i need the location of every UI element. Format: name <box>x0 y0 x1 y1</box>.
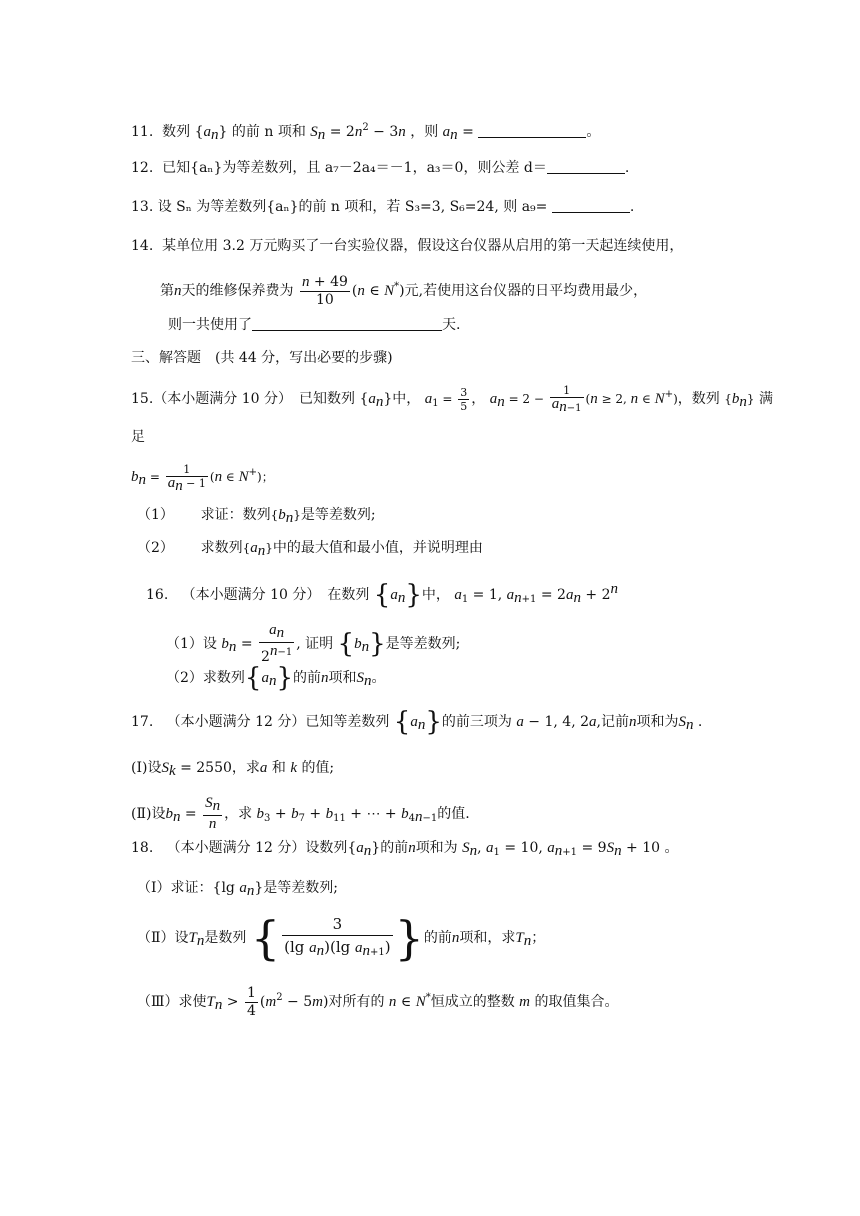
question-14-line1: 14. 某单位用 3.2 万元购买了一台实验仪器，假设这台仪器从启用的第一天起连续使用， <box>131 238 684 254</box>
answer-blank[interactable] <box>552 198 630 213</box>
math-sn-formula: $S_n = 2n^2 - 3n$ <box>310 122 406 143</box>
math-bn-def: $b_n$ = $\frac{S_n}{n}$ <box>165 795 221 832</box>
math-seq-an: $\{a_n\}$ <box>347 840 381 859</box>
math-lg-an: {lg $a_n$} <box>212 880 264 899</box>
question-17: 17. （本小题满分 12 分）已知等差数列 $\{a_n\}$的前三项为 a − 1, 4, 2a,记前n项和为$S_n$ . <box>131 707 703 737</box>
question-18-part3: （Ⅲ）求使$T_n$ > $\frac{1}{4}$ $(m^2 - 5m)$对所有的 n ∈ N*恒成立的整数 m 的取值集合。 <box>137 984 619 1019</box>
math-seq-fraction: { $\frac{3}{(\lg a_n)(\lg a_{n+1})}$ } <box>250 911 424 965</box>
question-18-part1: （Ⅰ）求证：{lg $a_n$}是等差数列; <box>137 880 338 899</box>
math-seq-an: $\{a_n\}$ <box>244 663 294 693</box>
question-16-part1: （1）设 $b_n$ = $\frac{a_n}{2^{n-1}}$ , 证明 $\{b_n\}$是等差数列; <box>166 622 461 665</box>
question-14-line2: 第n天的维修保养费为 $\frac{n + 49}{10}$ (n ∈ N*)元,若使用这台仪器的日平均费用最少， <box>160 273 648 308</box>
math-domain: n ∈ N* <box>388 992 431 1010</box>
math-fraction: $\frac{n + 49}{10}$ <box>301 273 348 308</box>
question-13: 13. 设 Sₙ 为等差数列{aₙ}的前 n 项和，若 S₃=3, S₆=24, 则 a₉= . <box>131 199 635 215</box>
answer-blank[interactable] <box>478 123 586 138</box>
math-domain: (n ∈ N*) <box>351 281 405 299</box>
math-a1: $a_1$ = $\frac{3}{5}$ <box>424 386 468 413</box>
question-17-part1: (Ⅰ)设$S_k = 2550$，求a 和 k 的值; <box>131 760 335 779</box>
math-bn-def: $b_n$ = $\frac{a_n}{2^{n-1}}$ <box>221 622 293 665</box>
math-bn-def: $b_n$ = $\frac{1}{a_n - 1}$ (n ∈ N+)； <box>131 462 274 494</box>
answer-blank[interactable] <box>547 159 625 174</box>
question-17-part2: (Ⅱ)设$b_n$ = $\frac{S_n}{n}$ ，求 $b_3 + b_7 + b_{11}$ + ⋯ + $b_{4n-1}$的值. <box>131 795 470 832</box>
math-seq-an: $\{a_n\}$ <box>359 391 393 410</box>
math-an: $a_n$ = <box>442 124 474 143</box>
question-15-cont: 足 <box>131 429 145 445</box>
question-15-part2: （2） 求数列$\{a_n\}$中的最大值和最小值，并说明理由 <box>137 540 483 559</box>
math-seq-bn: $\{b_n\}$ <box>724 391 755 410</box>
question-12: 12. 已知{aₙ}为等差数列，且 a₇－2a₄＝－1，a₃＝0，则公差 d＝ . <box>131 160 630 176</box>
math-seq-an: $\{a_n\}$ <box>373 580 422 610</box>
math-inequality: $T_n$ > $\frac{1}{4}$ $(m^2 - 5m)$ <box>206 984 329 1019</box>
math-sk: $S_k = 2550$ <box>161 760 232 779</box>
question-16: 16. （本小题满分 10 分） 在数列 $\{a_n\}$中， $a_1 = 1$, $a_{n+1} = 2a_n + 2^n$ <box>146 580 619 610</box>
math-terms: a − 1, 4, 2a, <box>516 714 601 730</box>
math-seq-an: $\{a_n\}$ <box>194 124 228 143</box>
section-title: 三、解答题 (共 44 分，写出必要的步骤) <box>131 350 393 366</box>
question-18-part2: （Ⅱ）设$T_n$是数列 { $\frac{3}{(\lg a_n)(\lg a_{n+1})}$ }的前n项和，求$T_n$； <box>137 911 546 965</box>
math-seq-bn: $\{b_n\}$ <box>270 507 301 526</box>
answer-blank[interactable] <box>252 316 442 331</box>
math-seq-an: $\{a_n\}$ <box>393 707 442 737</box>
question-11: 11. 数列 $\{a_n\}$ 的前 n 项和 $S_n = 2n^2 - 3n$ ，则 $a_n$ = 。 <box>131 122 601 143</box>
math-recurrence: $a_1 = 1$, $a_{n+1} = 2a_n + 2^n$ <box>454 581 619 606</box>
question-18: 18. （本小题满分 12 分）设数列$\{a_n\}$的前n项和为 $S_n$, $a_1 = 10$, $a_{n+1} = 9S_n + 10$ 。 <box>131 840 679 859</box>
question-15: 15.（本小题满分 10 分） 已知数列 $\{a_n\}$中， $a_1$ = $\frac{3}{5}$ ， $a_n = 2$ − $\frac{1}{a_{n-1}}$ (n ≥ 2, n ∈ N+)，数列 $\{b_n\}$ 满 <box>131 384 773 415</box>
question-15-part1: （1） 求证：数列$\{b_n\}$是等差数列; <box>137 507 376 526</box>
math-seq-an: $\{a_n\}$ <box>242 540 273 559</box>
math-seq-bn: $\{b_n\}$ <box>337 629 386 659</box>
question-16-part2: （2）求数列$\{a_n\}$的前n项和$S_n$。 <box>166 663 386 693</box>
math-recurrence: $S_n$, $a_1 = 10$, $a_{n+1} = 9S_n + 10$ <box>462 840 661 859</box>
math-recurrence: $a_n = 2$ − $\frac{1}{a_{n-1}}$ (n ≥ 2, n ∈ N+) <box>489 384 678 415</box>
math-sum: $b_3 + b_7 + b_{11}$ + ⋯ + $b_{4n-1}$ <box>256 806 438 825</box>
question-14-line3: 则一共使用了 天. <box>168 317 461 333</box>
